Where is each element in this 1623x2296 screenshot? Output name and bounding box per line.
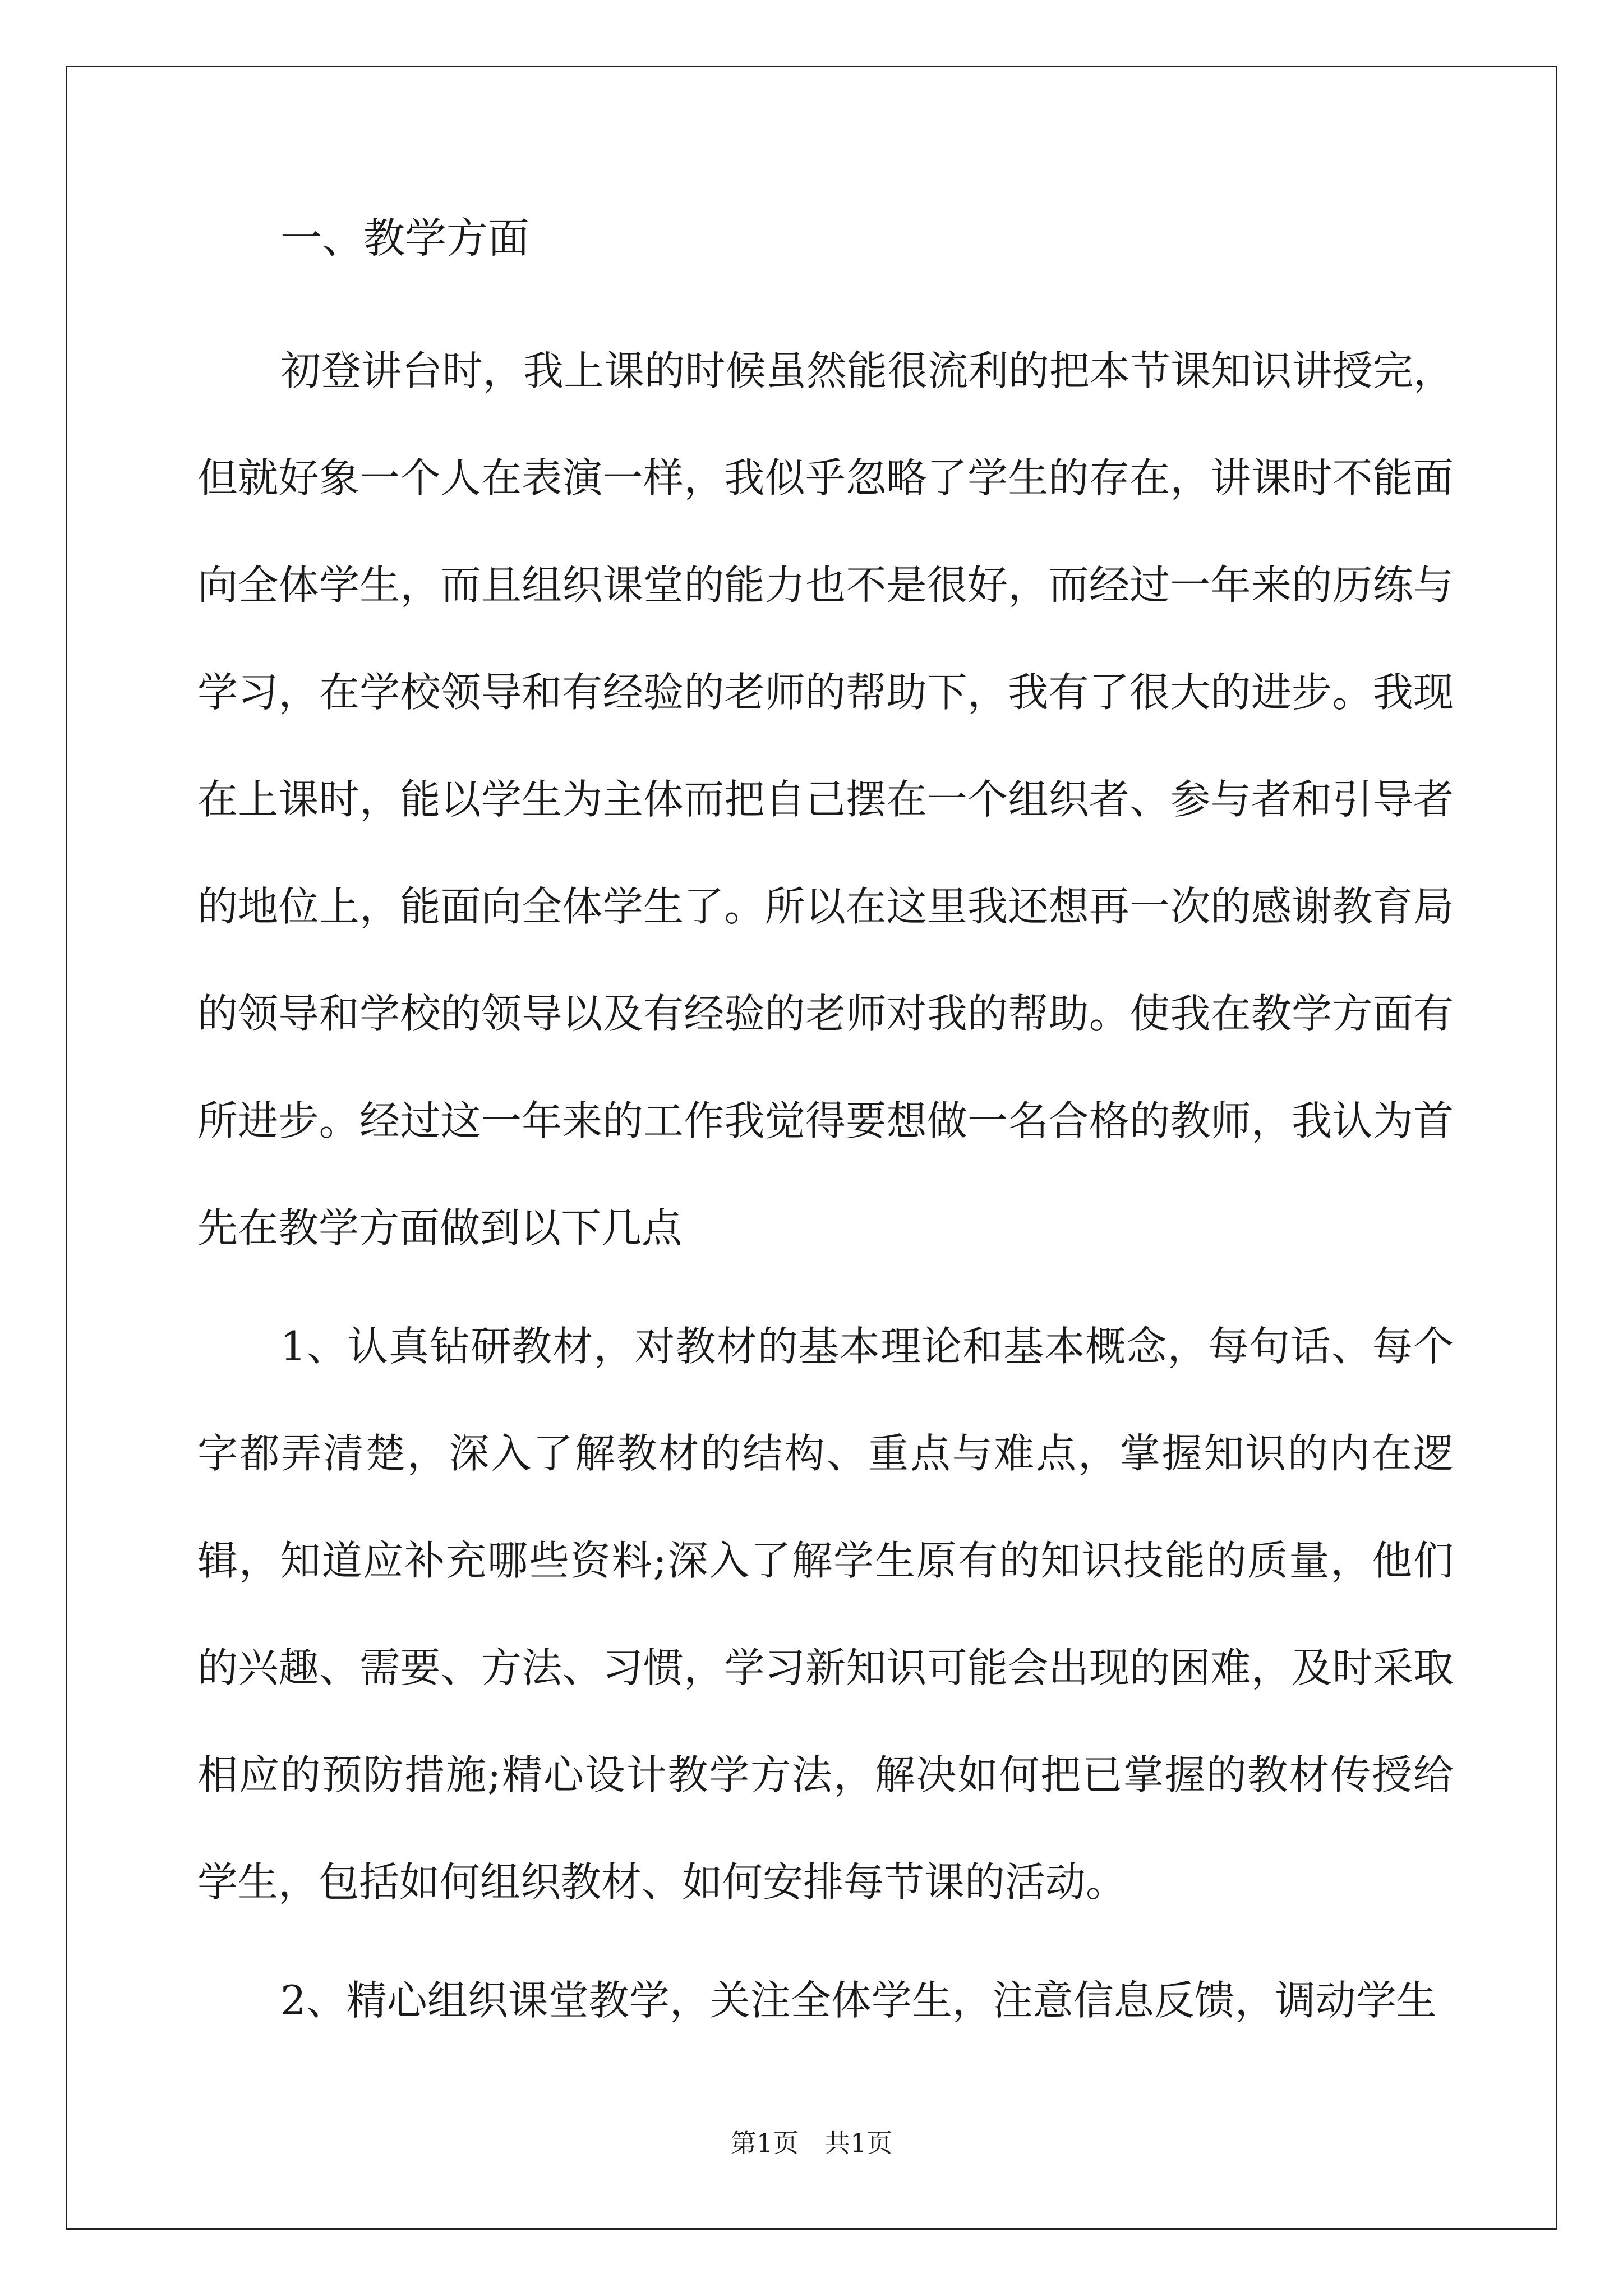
paragraph-intro: 初登讲台时，我上课的时候虽然能很流利的把本节课知识讲授完，但就好象一个人在表演一样，我似乎忽略了学生的存在，讲课时不能面向全体学生，而且组织课堂的能力也不是很好，而经过一年来的历练与学习，在学校领导和有经验的老师的帮助下，我有了很大的进步。我现在上课时，能以学生为主体而把自己摆在一个组织者、参与者和引导者的地位上，能面向全体学生了。所以在这里我还想再一次的感谢教育局的领导和学校的领导以及有经验的老师对我的帮助。使我在教学方面有所进步。经过这一年来的工作我觉得要想做一名合格的教师，我认为首先在教学方面做到以下几点 (197, 347, 1454, 1251)
document-body (197, 213, 1454, 2054)
section-heading: 一、教学方面 (280, 214, 529, 263)
paragraph-point-1: 1、认真钻研教材，对教材的基本理论和基本概念，每句话、每个字都弄清楚，深入了解教材的结构、重点与难点，掌握知识的内在逻辑，知道应补充哪些资料;深入了解学生原有的知识技能的质量，他们的兴趣、需要、方法、习惯，学习新知识可能会出现的困难，及时采取相应的预防措施;精心设计教学方法，解决如何把已掌握的教材传授给学生，包括如何组织教材、如何安排每节课的活动。 (197, 1323, 1454, 1906)
page-footer: 第1页 共1页 (730, 2128, 893, 2158)
paragraph-point-2: 2、精心组织课堂教学，关注全体学生，注意信息反馈，调动学生 (280, 1977, 1437, 2024)
